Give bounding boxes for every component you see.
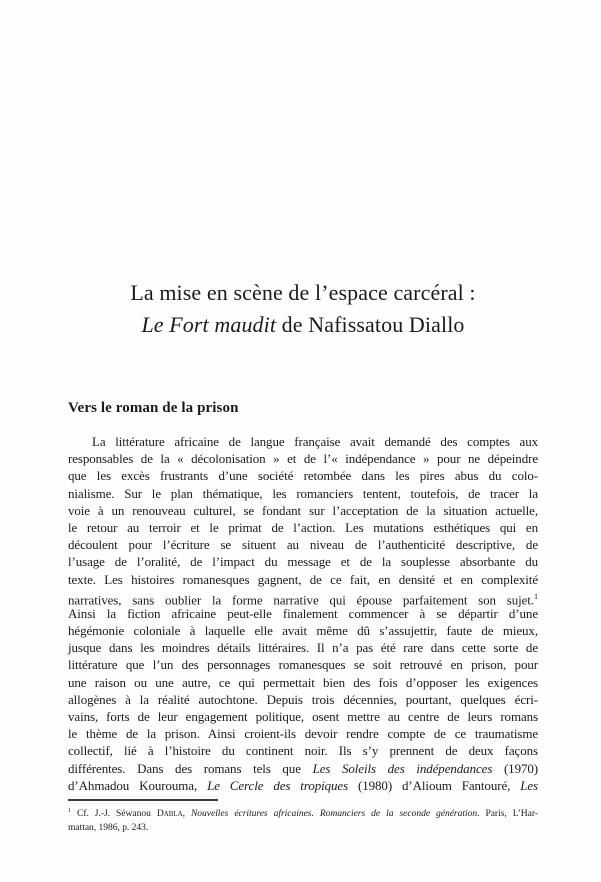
body-line: que les excès frustrants d’une société retombée dans les pires abus du colo- (68, 468, 538, 484)
footnote (68, 805, 538, 834)
body-line: l’usage de l’oralité, de l’impact du message et de la souplesse absorbante du (68, 554, 538, 570)
body-line: le retour au terroir et le primat de l’action. Les mutations esthétiques qui en (68, 519, 538, 535)
body-line: le thème de la prison. Ainsi croient-ils devoir rendre compte de ce traumatisme (68, 726, 538, 742)
body-line: vains, forts de leur engagement politique, osent mettre au centre de leurs romans (68, 709, 538, 724)
body-paragraph (68, 433, 538, 794)
chapter-title-line-1: La mise en scène de l’espace carcéral : (130, 280, 476, 305)
body-line: Ainsi la fiction africaine peut-elle finalement commencer à se départir d’une (68, 605, 538, 621)
body-line: narratives, sans oublier la forme narrative qui épouse parfaitement son sujet.$^1$ (68, 591, 538, 608)
footnote-line-2: mattan, 1986, p. 243. (68, 821, 149, 833)
body-line: hégémonie coloniale à laquelle elle avait même dû s’assujettir, faute de mieux, (68, 623, 538, 639)
body-line: texte. Les histoires romanesques gagnent, de ce fait, en densité et en complexité (68, 571, 538, 587)
body-line: La littérature africaine de langue française avait demandé des comptes aux (92, 434, 538, 449)
chapter-title-line-2: Le Fort maudit de Nafissatou Diallo (141, 312, 465, 337)
footnote-line-1: $^1$ Cf. J.-J. Séwanou Dabla, Nouvelles écritures africaines. Romanciers de la seconde génération. Paris, L’Har- (68, 808, 538, 820)
body-line: d’Ahmadou Kourouma, Le Cercle des tropiques (1980) d’Alioum Fantouré, Les (68, 777, 538, 793)
section-heading: Vers le roman de la prison (68, 400, 239, 416)
footnote-separator (68, 799, 218, 801)
body-line: nialisme. Sur le plan thématique, les romanciers tentent, toutefois, de tracer la (68, 485, 538, 501)
body-line: différentes. Dans des romans tels que Les Soleils des indépendances (1970) (68, 760, 539, 776)
body-line: allogènes à la réalité autochtone. Depuis trois décennies, pourtant, quelques écri- (68, 691, 538, 707)
body-line: responsables de la « décolonisation » et de l’« indépendance » pour ne dépeindre (68, 451, 538, 467)
body-line: littérature que l’un des personnages romanesques se soit retrouvé en prison, pour (68, 657, 538, 673)
body-line: découlent pour l’écriture se situent au niveau de l’authenticité descriptive, de (68, 537, 538, 553)
text-column (68, 0, 538, 882)
chapter-title (68, 277, 538, 341)
body-line: collectif, lié à l’histoire du continent noir. Ils s’y prennent de deux façons (68, 743, 538, 759)
body-line: voie à un renouveau culturel, se fondant sur l’acceptation de la situation actuelle, (68, 502, 538, 518)
body-line: une raison ou une autre, ce qui permettait bien des fois d’opposer les exigences (68, 674, 538, 690)
body-line: jusque dans les moindres détails littéraires. Il n’a pas été rare dans cette sorte de (68, 640, 538, 656)
